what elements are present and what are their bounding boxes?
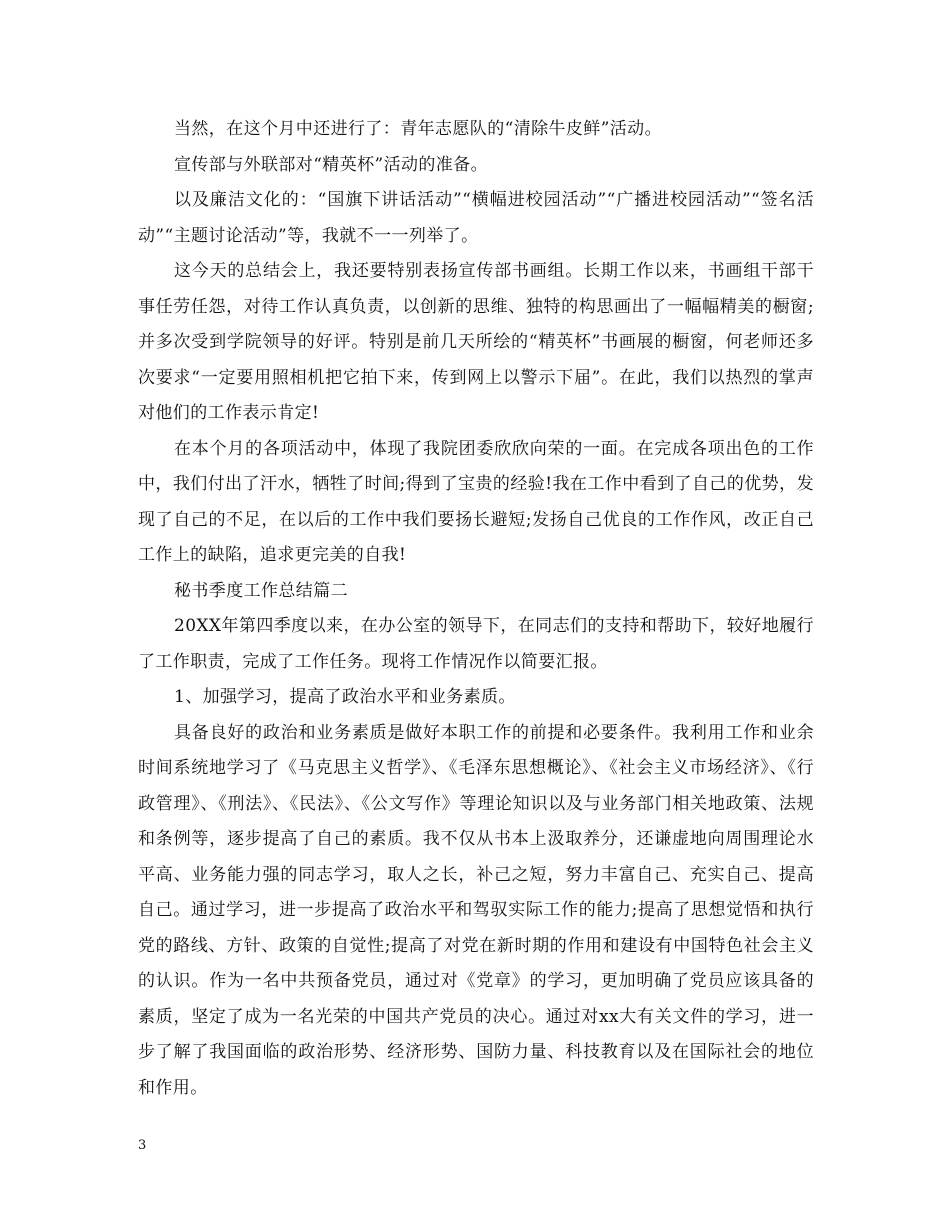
page-number: 3	[138, 1138, 147, 1153]
section-heading: 秘书季度工作总结篇二	[174, 580, 348, 601]
paragraph-praise-art-group: 这今天的总结会上，我还要特别表扬宣传部书画组。长期工作以来，书画组干部干事任劳任怨，对待工作认真负责，以创新的思维、独特的构思画出了一幅幅精美的橱窗;并多次受到学院领导的好评。特别是前几天所绘的“精英杯”书画展的橱窗，何老师还多次要求“一定要用照相机把它拍下来，传到网上以警示下届”。在此，我们以热烈的掌声对他们的工作表示肯定!	[138, 261, 814, 423]
paragraph-monthly-summary: 在本个月的各项活动中，体现了我院团委欣欣向荣的一面。在完成各项出色的工作中，我们付出了汗水，牺牲了时间;得到了宝贵的经验!我在工作中看到了自己的优势，发现了自己的不足，在以后的工作中我们要扬长避短;发扬自己优良的工作作风，改正自己工作上的缺陷，追求更完美的自我!	[138, 438, 814, 565]
paragraph-elite-cup-preparation: 宣传部与外联部对“精英杯”活动的准备。	[174, 154, 488, 175]
paragraph-study-details: 具备良好的政治和业务素质是做好本职工作的前提和必要条件。我利用工作和业余时间系统地学习了《马克思主义哲学》、《毛泽东思想概论》、《社会主义市场经济》、《行政管理》、《刑法》、《民法》、《公文写作》等理论知识以及与业务部门相关地政策、法规和条例等，逐步提高了自己的素质。我不仅从书本上汲取养分，还谦虚地向周围理论水平高、业务能力强的同志学习，取人之长，补己之短，努力丰富自己、充实自己、提高自己。通过学习，进一步提高了政治水平和驾驭实际工作的能力;提高了思想觉悟和执行党的路线、方针、政策的自觉性;提高了对党在新时期的作用和建设有中国特色社会主义的认识。作为一名中共预备党员，通过对《党章》的学习，更加明确了党员应该具备的素质，坚定了成为一名光荣的中国共产党员的决心。通过对xx大有关文件的学习，进一步了解了我国面临的政治形势、经济形势、国防力量、科技教育以及在国际社会的地位和作用。	[138, 722, 814, 1098]
paragraph-volunteer-activity: 当然，在这个月中还进行了：青年志愿队的“清除牛皮鲜”活动。	[174, 119, 662, 139]
document-body	[138, 112, 814, 1106]
paragraph-quarter-intro: 20XX年第四季度以来，在办公室的领导下，在同志们的支持和帮助下，较好地履行了工作职责，完成了工作任务。现将工作情况作以简要汇报。	[138, 616, 814, 672]
paragraph-integrity-culture: 以及廉洁文化的：“国旗下讲话活动”“横幅进校园活动”“广播进校园活动”“签名活动”“主题讨论活动”等，我就不一一列举了。	[138, 190, 814, 246]
list-heading-study: 1、加强学习，提高了政治水平和业务素质。	[174, 687, 516, 707]
